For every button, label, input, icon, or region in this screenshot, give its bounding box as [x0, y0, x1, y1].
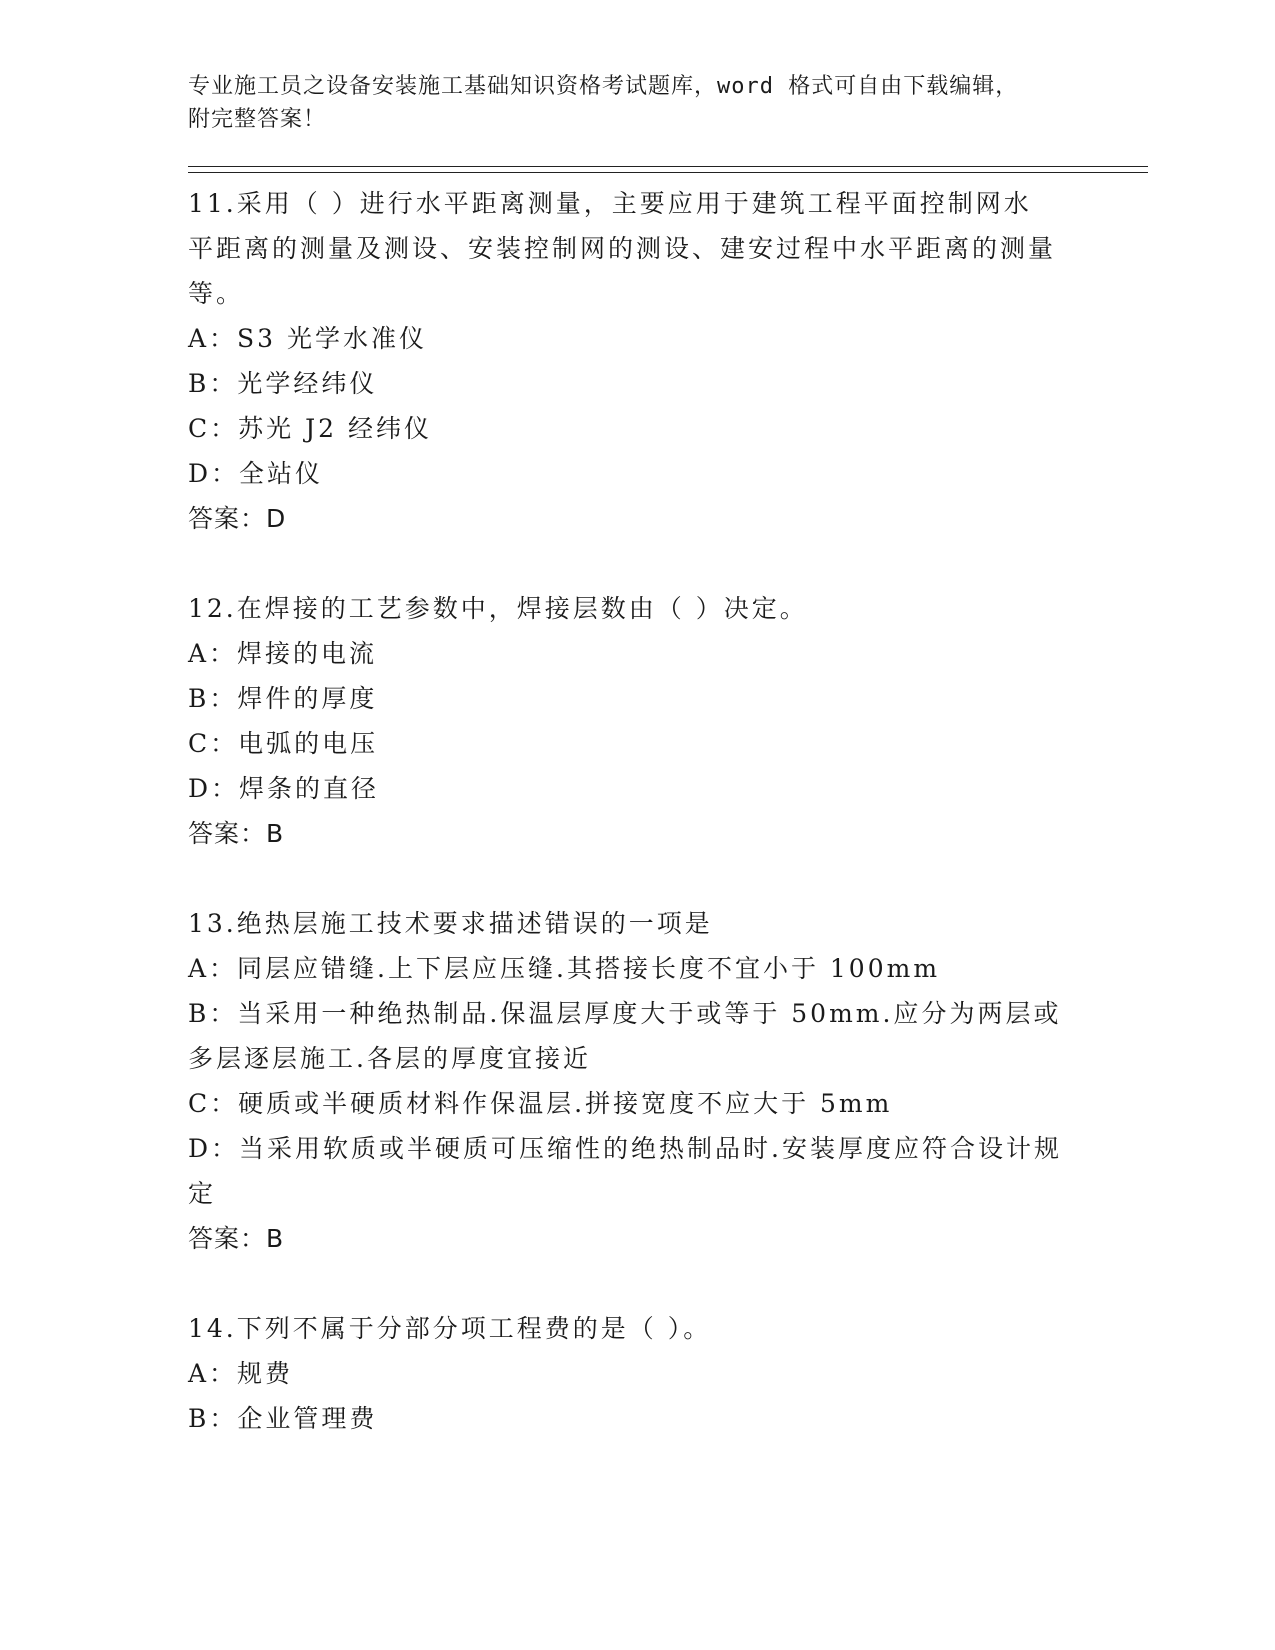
option-d: D：焊条的直径: [188, 774, 380, 803]
option-b: B：光学经纬仪: [188, 369, 378, 398]
header-line-2: 附完整答案！: [188, 107, 327, 132]
option-a: A：规费: [188, 1359, 294, 1388]
option-b: B：焊件的厚度: [188, 684, 378, 713]
header-divider: [188, 166, 1148, 173]
option-a: A：同层应错缝.上下层应压缝.其搭接长度不宜小于 100mm: [188, 954, 941, 983]
header-line-1: 专业施工员之设备安装施工基础知识资格考试题库，word 格式可自由下载编辑，: [188, 74, 1019, 99]
question-12: [188, 586, 1148, 856]
question-stem: 11.采用（ ）进行水平距离测量，主要应用于建筑工程平面控制网水平距离的测量及测设、安装控制网的测设、建安过程中水平距离的测量等。: [188, 189, 1057, 308]
answer: 答案：B: [188, 1224, 285, 1253]
answer: 答案：B: [188, 819, 285, 848]
option-c: C：苏光 J2 经纬仪: [188, 414, 432, 443]
option-d: D：当采用软质或半硬质可压缩性的绝热制品时.安装厚度应符合设计规定: [188, 1134, 1062, 1208]
option-d: D：全站仪: [188, 459, 324, 488]
option-a: A：焊接的电流: [188, 639, 378, 668]
document-header: [188, 70, 1068, 136]
spacer: [188, 1261, 1148, 1306]
question-list: [188, 181, 1148, 1441]
option-b: B：当采用一种绝热制品.保温层厚度大于或等于 50mm.应分为两层或多层逐层施工.各层的厚度宜接近: [188, 999, 1062, 1073]
question-stem: 14.下列不属于分部分项工程费的是（ ）。: [188, 1314, 712, 1343]
answer: 答案：D: [188, 504, 287, 533]
option-c: C：硬质或半硬质材料作保温层.拼接宽度不应大于 5mm: [188, 1089, 893, 1118]
question-13: [188, 901, 1148, 1261]
question-stem: 13.绝热层施工技术要求描述错误的一项是: [188, 909, 713, 938]
spacer: [188, 541, 1148, 586]
question-14: [188, 1306, 1148, 1441]
question-stem: 12.在焊接的工艺参数中，焊接层数由（ ）决定。: [188, 594, 808, 623]
question-11: [188, 181, 1148, 541]
spacer: [188, 856, 1148, 901]
option-b: B：企业管理费: [188, 1404, 378, 1433]
option-a: A：S3 光学水准仪: [188, 324, 428, 353]
option-c: C：电弧的电压: [188, 729, 379, 758]
document-page: [188, 70, 1148, 1441]
